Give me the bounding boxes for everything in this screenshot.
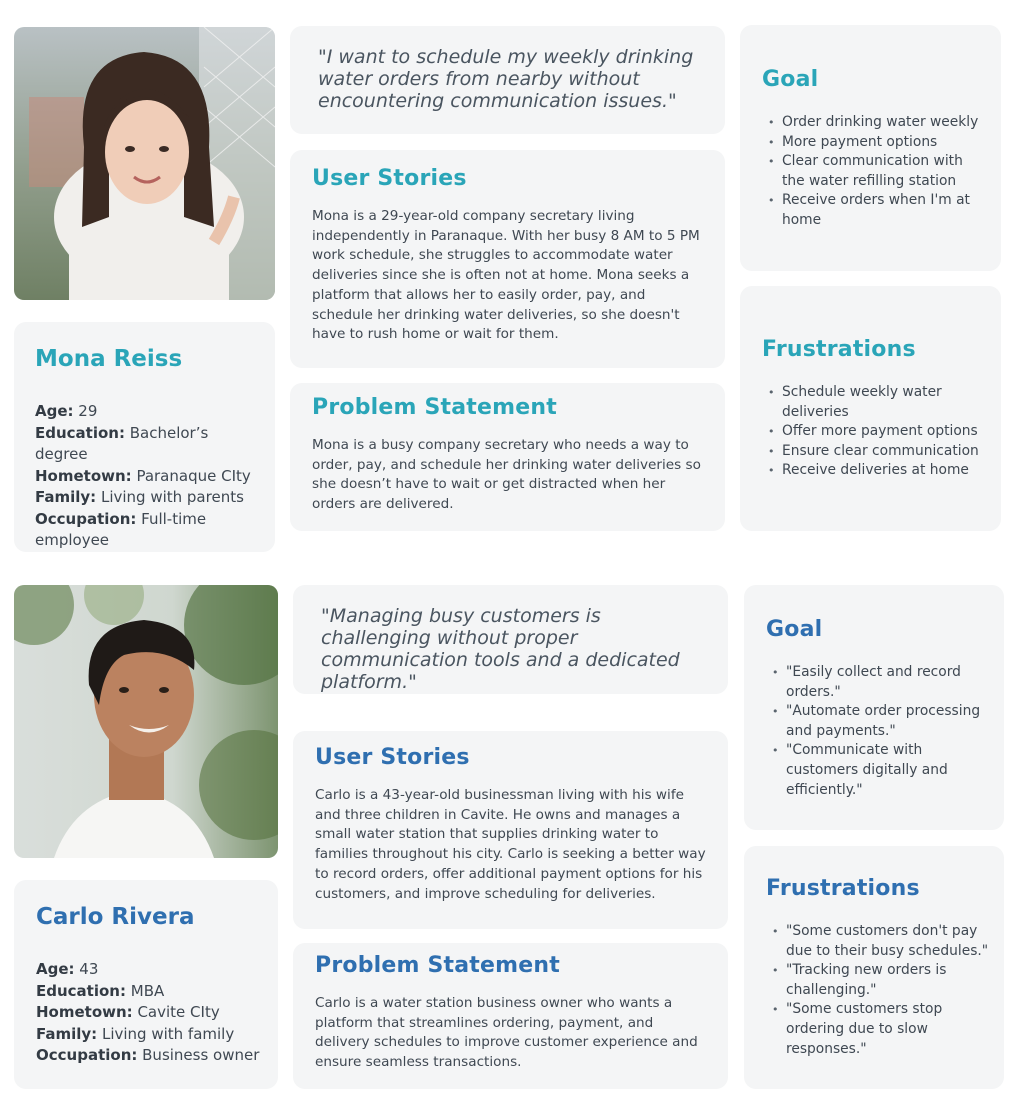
fact-hometown: Hometown: Paranaque CIty — [35, 466, 251, 485]
fact-hometown: Hometown: Cavite CIty — [36, 1003, 220, 1021]
fact-education: Education: Bachelor’s degree — [35, 423, 209, 463]
problem-statement-text: Carlo is a water station business owner who wants a platform that streamlines ordering, payment, and delivery schedules to improve customer experience and ensure seamless transactions. — [315, 995, 698, 1071]
list-item: • Receive orders when I'm at home — [762, 191, 989, 230]
frustrations-list — [762, 383, 989, 481]
problem-statement-heading: Problem Statement — [315, 953, 560, 978]
persona-name: Carlo Rivera — [36, 904, 195, 930]
goal-card — [740, 25, 1001, 271]
list-item: • "Some customers don't pay due to their busy schedules." — [766, 922, 992, 961]
problem-statement-card — [293, 943, 728, 1089]
list-item: • "Easily collect and record orders." — [766, 663, 992, 702]
list-item: • Clear communication with the water refilling station — [762, 152, 989, 191]
fact-age: Age: 43 — [36, 960, 99, 978]
quote-card — [290, 26, 725, 134]
frustrations-card — [740, 286, 1001, 531]
persona-info-card — [14, 322, 275, 552]
list-item: • "Some customers stop ordering due to slow responses." — [766, 1000, 992, 1059]
user-stories-card — [293, 731, 728, 929]
persona-quote: "Managing busy customers is challenging without proper communication tools and a dedicated platform." — [321, 605, 680, 693]
list-item: • Schedule weekly water deliveries — [762, 383, 989, 422]
list-item: • Ensure clear communication — [762, 442, 989, 462]
fact-education: Education: MBA — [36, 981, 165, 1000]
list-item: • Order drinking water weekly — [762, 113, 989, 133]
problem-statement-text: Mona is a busy company secretary who needs a way to order, pay, and schedule her drinking water deliveries so she doesn’t have to wait or get distracted when her orders are delivered. — [312, 437, 701, 513]
goal-heading: Goal — [762, 67, 819, 92]
list-item: • "Tracking new orders is challenging." — [766, 961, 992, 1000]
frustrations-heading: Frustrations — [766, 876, 920, 901]
goal-list — [762, 113, 989, 231]
problem-statement-card — [290, 383, 725, 531]
fact-occupation: Occupation: Full-time employee — [35, 509, 207, 549]
list-item: • Receive deliveries at home — [762, 461, 989, 481]
user-stories-text: Mona is a 29-year-old company secretary living independently in Paranaque. With her busy 8 AM to 5 PM work schedule, she struggles to accommodate water deliveries since she is often not at home. Mona seeks a platform that allows her to easily order, pay, and schedule her drinking water deliveries, so she doesn't have to rush home or wait for them. — [312, 208, 700, 343]
persona-facts — [36, 959, 266, 1067]
list-item: • More payment options — [762, 133, 989, 153]
frustrations-card — [744, 846, 1004, 1089]
problem-statement-heading: Problem Statement — [312, 395, 557, 420]
goal-list — [766, 663, 992, 800]
fact-occupation: Occupation: Business owner — [36, 1046, 260, 1064]
persona-info-card — [14, 880, 278, 1089]
persona-facts — [35, 401, 257, 552]
list-item: • Offer more payment options — [762, 422, 989, 442]
fact-family: Family: Living with family — [36, 1024, 235, 1043]
persona-quote: "I want to schedule my weekly drinking water orders from nearby without encountering communication issues." — [318, 46, 694, 112]
persona-photo-mona — [14, 27, 275, 300]
goal-card — [744, 585, 1004, 830]
user-stories-heading: User Stories — [312, 166, 467, 191]
user-stories-text: Carlo is a 43-year-old businessman living with his wife and three children in Cavite. He owns and manages a small water station that supplies drinking water to families throughout his city. Carlo is seeking a better way to record orders, offer additional payment options for his customers, and improve scheduling for deliveries. — [315, 787, 706, 902]
fact-age: Age: 29 — [35, 402, 98, 420]
persona-name: Mona Reiss — [35, 346, 183, 372]
list-item: • "Communicate with customers digitally and efficiently." — [766, 741, 992, 800]
user-stories-card — [290, 150, 725, 368]
user-stories-heading: User Stories — [315, 745, 470, 770]
quote-card — [293, 585, 728, 694]
persona-photo-carlo — [14, 585, 278, 858]
fact-family: Family: Living with parents — [35, 488, 244, 506]
frustrations-heading: Frustrations — [762, 337, 916, 362]
goal-heading: Goal — [766, 617, 823, 642]
list-item: • "Automate order processing and payments." — [766, 702, 992, 741]
frustrations-list — [766, 922, 992, 1059]
